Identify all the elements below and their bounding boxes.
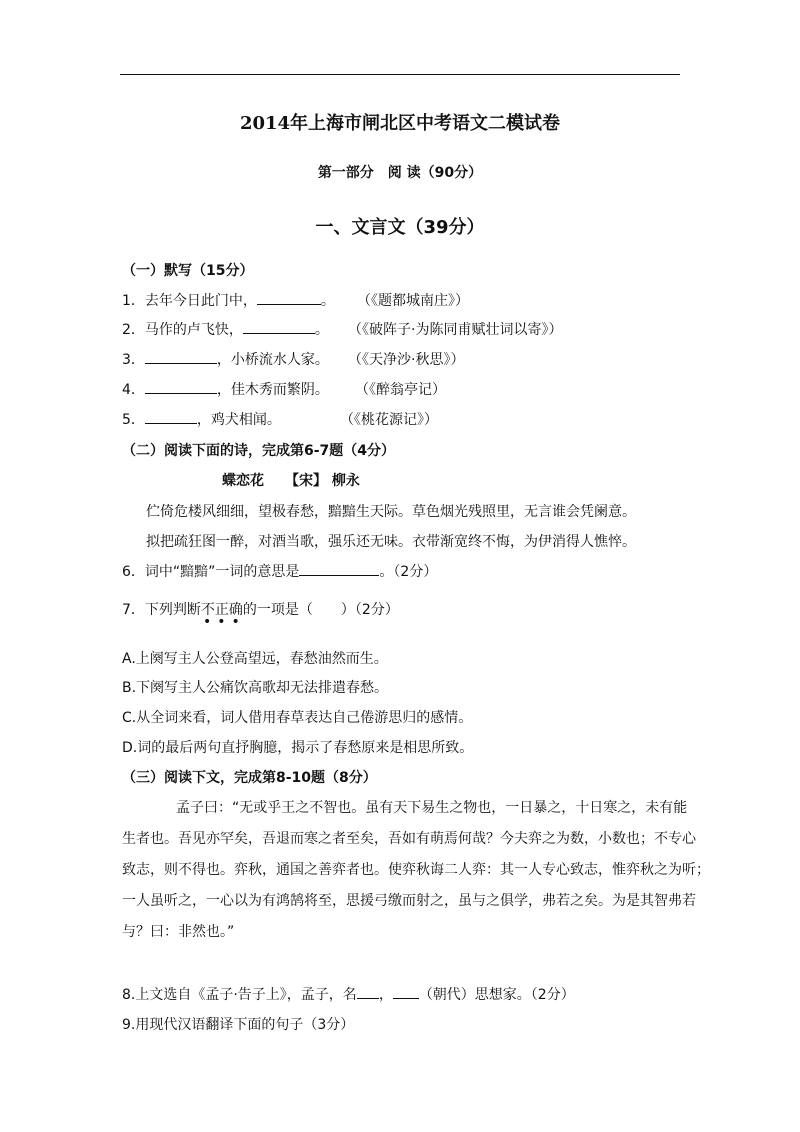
question-source: （《题都城南庄》） (357, 293, 469, 309)
question-text: ，小桥流水人家。 (216, 352, 329, 368)
question-7 (122, 601, 399, 619)
question-text: 。 (314, 322, 329, 338)
answer-blank[interactable] (145, 411, 197, 424)
question-text: ，鸡犬相闻。 (196, 412, 281, 428)
subsection-heading-prose: （三）阅读下文，完成第8-10题（8分） (122, 770, 377, 786)
option-a: A.上阕写主人公登高望远，春愁油然而生。 (122, 651, 388, 667)
option-c: C.从全词来看，词人借用春草表达自己倦游思归的感情。 (122, 710, 473, 726)
question-source: （《天净沙·秋思》） (348, 352, 465, 368)
question-text: 4． (122, 382, 145, 398)
passage-line-5: 与？曰：非然也。” (122, 924, 235, 940)
question-source: （《桃花源记》） (340, 412, 438, 428)
poem-line-1: 伫倚危楼风细细，望极春愁，黯黯生天际。草色烟光残照里，无言谁会凭阑意。 (146, 504, 636, 520)
question-source: （《破阵子·为陈同甫赋壮词以寄》） (348, 322, 563, 338)
section-heading: 一、文言文（39分） (315, 217, 485, 238)
passage-line-3: 致志，则不得也。弈秋，通国之善弈者也。使弈秋诲二人弈：其一人专心致志，惟弈秋之为听； (122, 862, 710, 878)
option-d: D.词的最后两句直抒胸臆，揭示了春愁原来是相思所致。 (122, 740, 474, 756)
question-text: （朝代）思想家。（2分） (418, 987, 575, 1003)
passage-line-4: 一人虽听之，一心以为有鸿鹄将至，思援弓缴而射之，虽与之俱学，弗若之矣。为是其智弗若 (122, 893, 696, 909)
question-text: 1．去年今日此门中， (122, 293, 257, 309)
question-text: 5． (122, 412, 145, 428)
question-text: 6．词中“黯黯”一词的意思是 (122, 564, 300, 580)
poem-title: 蝶恋花 【宋】 柳永 (222, 473, 360, 489)
answer-blank[interactable] (299, 563, 379, 576)
part-heading: 第一部分 阅 读（90分） (317, 165, 483, 181)
question-text: 。 (320, 293, 335, 309)
question-text: 3． (122, 352, 145, 368)
passage-line-2: 生者也。吾见亦罕矣，吾退而寒之者至矣，吾如有萌焉何哉？今夫弈之为数，小数也；不专心 (122, 831, 696, 847)
question-text: 。（2分） (379, 564, 438, 580)
question-text: 8.上文选自《孟子·告子上》，孟子，名 (122, 987, 357, 1003)
answer-blank[interactable] (257, 292, 321, 305)
header-rule (120, 74, 680, 75)
emphasis-dots: ••• (203, 614, 246, 630)
question-source: （《醉翁亭记） (355, 382, 446, 398)
subsection-heading-poem: （二）阅读下面的诗，完成第6-7题（4分） (122, 443, 396, 459)
option-b: B.下阕写主人公痛饮高歌却无法排遣春愁。 (122, 680, 389, 696)
question-text: 2．马作的卢飞快， (122, 322, 243, 338)
subsection-heading-dictation: （一）默写（15分） (122, 263, 254, 279)
answer-blank[interactable] (357, 986, 379, 999)
passage-line-1: 孟子曰：“无或乎王之不智也。虽有天下易生之物也，一日暴之，十日寒之，未有能 (176, 800, 688, 816)
question-8 (122, 986, 575, 1004)
question-2 (122, 321, 329, 339)
poem-line-2: 拟把疏狂图一醉，对酒当歌，强乐还无味。衣带渐宽终不悔，为伊消得人憔悴。 (146, 534, 636, 550)
answer-blank[interactable] (243, 321, 315, 334)
question-text: 7．下列判断 (122, 602, 201, 618)
answer-blank[interactable] (145, 351, 217, 364)
exam-title: 2014年上海市闸北区中考语文二模试卷 (239, 113, 561, 134)
question-text: ，佳木秀而繁阴。 (216, 382, 329, 398)
answer-blank[interactable] (145, 381, 217, 394)
question-4 (122, 381, 329, 399)
answer-blank[interactable] (393, 986, 419, 999)
question-6 (122, 563, 437, 581)
question-9: 9.用现代汉语翻译下面的句子（3分） (122, 1017, 355, 1033)
question-5 (122, 411, 281, 429)
emphasized-text: 不正确 (200, 602, 243, 618)
question-text: 的一项是（ ）（2分） (242, 602, 399, 618)
question-text: ， (378, 987, 393, 1003)
question-1 (122, 292, 335, 310)
question-3 (122, 351, 329, 369)
